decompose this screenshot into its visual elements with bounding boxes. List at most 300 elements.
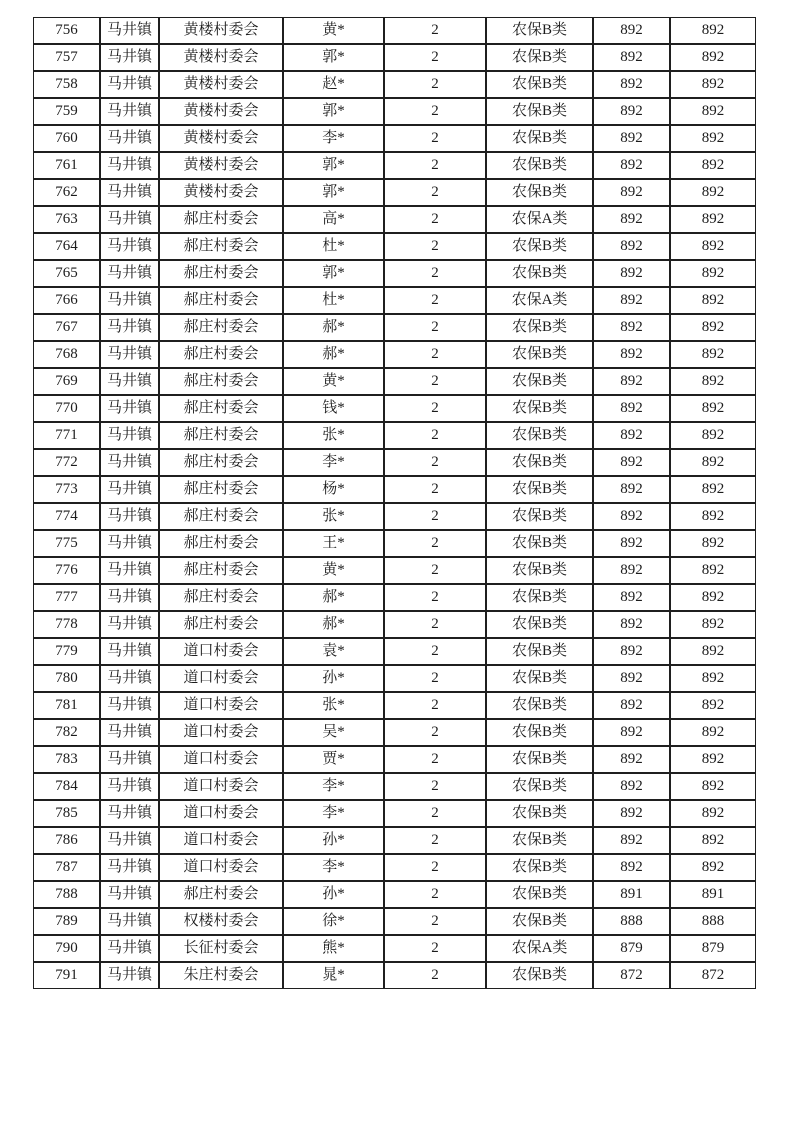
name-cell: 郝* bbox=[283, 314, 384, 341]
amount2-cell: 892 bbox=[670, 773, 756, 800]
name-cell: 孙* bbox=[283, 827, 384, 854]
amount1-cell: 892 bbox=[593, 692, 670, 719]
serial-cell: 769 bbox=[33, 368, 100, 395]
amount1-cell: 892 bbox=[593, 98, 670, 125]
village-cell: 长征村委会 bbox=[159, 935, 283, 962]
town-cell: 马井镇 bbox=[100, 476, 159, 503]
table-row bbox=[33, 827, 756, 854]
village-cell: 郝庄村委会 bbox=[159, 503, 283, 530]
town-cell: 马井镇 bbox=[100, 908, 159, 935]
name-cell: 郭* bbox=[283, 260, 384, 287]
amount1-cell: 892 bbox=[593, 179, 670, 206]
count-cell: 2 bbox=[384, 584, 486, 611]
table-row bbox=[33, 746, 756, 773]
amount1-cell: 892 bbox=[593, 17, 670, 44]
amount2-cell: 892 bbox=[670, 314, 756, 341]
table-row bbox=[33, 98, 756, 125]
category-cell: 农保B类 bbox=[486, 449, 593, 476]
count-cell: 2 bbox=[384, 233, 486, 260]
category-cell: 农保B类 bbox=[486, 314, 593, 341]
name-cell: 郝* bbox=[283, 584, 384, 611]
count-cell: 2 bbox=[384, 125, 486, 152]
serial-cell: 782 bbox=[33, 719, 100, 746]
category-cell: 农保B类 bbox=[486, 233, 593, 260]
serial-cell: 791 bbox=[33, 962, 100, 989]
name-cell: 郭* bbox=[283, 44, 384, 71]
category-cell: 农保B类 bbox=[486, 827, 593, 854]
amount1-cell: 892 bbox=[593, 584, 670, 611]
town-cell: 马井镇 bbox=[100, 665, 159, 692]
category-cell: 农保B类 bbox=[486, 692, 593, 719]
table-row bbox=[33, 800, 756, 827]
serial-cell: 767 bbox=[33, 314, 100, 341]
name-cell: 晁* bbox=[283, 962, 384, 989]
count-cell: 2 bbox=[384, 476, 486, 503]
town-cell: 马井镇 bbox=[100, 71, 159, 98]
village-cell: 黄楼村委会 bbox=[159, 17, 283, 44]
table-row bbox=[33, 665, 756, 692]
category-cell: 农保B类 bbox=[486, 368, 593, 395]
amount1-cell: 892 bbox=[593, 125, 670, 152]
count-cell: 2 bbox=[384, 557, 486, 584]
name-cell: 孙* bbox=[283, 881, 384, 908]
serial-cell: 756 bbox=[33, 17, 100, 44]
count-cell: 2 bbox=[384, 17, 486, 44]
amount2-cell: 892 bbox=[670, 125, 756, 152]
category-cell: 农保A类 bbox=[486, 935, 593, 962]
name-cell: 张* bbox=[283, 503, 384, 530]
serial-cell: 773 bbox=[33, 476, 100, 503]
count-cell: 2 bbox=[384, 746, 486, 773]
village-cell: 郝庄村委会 bbox=[159, 314, 283, 341]
category-cell: 农保B类 bbox=[486, 503, 593, 530]
category-cell: 农保B类 bbox=[486, 584, 593, 611]
category-cell: 农保B类 bbox=[486, 800, 593, 827]
table-row bbox=[33, 719, 756, 746]
name-cell: 黄* bbox=[283, 557, 384, 584]
town-cell: 马井镇 bbox=[100, 341, 159, 368]
village-cell: 郝庄村委会 bbox=[159, 341, 283, 368]
count-cell: 2 bbox=[384, 260, 486, 287]
town-cell: 马井镇 bbox=[100, 881, 159, 908]
category-cell: 农保B类 bbox=[486, 611, 593, 638]
serial-cell: 758 bbox=[33, 71, 100, 98]
name-cell: 王* bbox=[283, 530, 384, 557]
town-cell: 马井镇 bbox=[100, 206, 159, 233]
amount2-cell: 892 bbox=[670, 44, 756, 71]
town-cell: 马井镇 bbox=[100, 368, 159, 395]
count-cell: 2 bbox=[384, 503, 486, 530]
village-cell: 郝庄村委会 bbox=[159, 881, 283, 908]
amount1-cell: 892 bbox=[593, 260, 670, 287]
category-cell: 农保B类 bbox=[486, 71, 593, 98]
table-row bbox=[33, 908, 756, 935]
category-cell: 农保B类 bbox=[486, 152, 593, 179]
name-cell: 吴* bbox=[283, 719, 384, 746]
amount2-cell: 892 bbox=[670, 179, 756, 206]
town-cell: 马井镇 bbox=[100, 98, 159, 125]
serial-cell: 790 bbox=[33, 935, 100, 962]
amount1-cell: 892 bbox=[593, 341, 670, 368]
serial-cell: 761 bbox=[33, 152, 100, 179]
category-cell: 农保B类 bbox=[486, 773, 593, 800]
village-cell: 朱庄村委会 bbox=[159, 962, 283, 989]
table-row bbox=[33, 125, 756, 152]
category-cell: 农保B类 bbox=[486, 125, 593, 152]
table-row bbox=[33, 692, 756, 719]
village-cell: 郝庄村委会 bbox=[159, 530, 283, 557]
amount1-cell: 892 bbox=[593, 395, 670, 422]
amount2-cell: 892 bbox=[670, 17, 756, 44]
serial-cell: 770 bbox=[33, 395, 100, 422]
amount1-cell: 879 bbox=[593, 935, 670, 962]
name-cell: 张* bbox=[283, 692, 384, 719]
amount2-cell: 892 bbox=[670, 638, 756, 665]
count-cell: 2 bbox=[384, 98, 486, 125]
amount2-cell: 892 bbox=[670, 368, 756, 395]
category-cell: 农保B类 bbox=[486, 422, 593, 449]
amount1-cell: 892 bbox=[593, 152, 670, 179]
serial-cell: 771 bbox=[33, 422, 100, 449]
count-cell: 2 bbox=[384, 962, 486, 989]
category-cell: 农保B类 bbox=[486, 98, 593, 125]
town-cell: 马井镇 bbox=[100, 557, 159, 584]
count-cell: 2 bbox=[384, 881, 486, 908]
table-row bbox=[33, 287, 756, 314]
village-cell: 郝庄村委会 bbox=[159, 422, 283, 449]
count-cell: 2 bbox=[384, 368, 486, 395]
amount2-cell: 892 bbox=[670, 584, 756, 611]
amount1-cell: 892 bbox=[593, 476, 670, 503]
category-cell: 农保B类 bbox=[486, 665, 593, 692]
amount2-cell: 879 bbox=[670, 935, 756, 962]
amount2-cell: 892 bbox=[670, 800, 756, 827]
table-row bbox=[33, 881, 756, 908]
amount1-cell: 892 bbox=[593, 638, 670, 665]
category-cell: 农保B类 bbox=[486, 395, 593, 422]
village-cell: 郝庄村委会 bbox=[159, 557, 283, 584]
count-cell: 2 bbox=[384, 71, 486, 98]
category-cell: 农保B类 bbox=[486, 17, 593, 44]
village-cell: 道口村委会 bbox=[159, 719, 283, 746]
count-cell: 2 bbox=[384, 908, 486, 935]
town-cell: 马井镇 bbox=[100, 692, 159, 719]
amount2-cell: 892 bbox=[670, 530, 756, 557]
amount2-cell: 892 bbox=[670, 854, 756, 881]
category-cell: 农保B类 bbox=[486, 719, 593, 746]
amount1-cell: 892 bbox=[593, 71, 670, 98]
amount1-cell: 888 bbox=[593, 908, 670, 935]
amount2-cell: 892 bbox=[670, 233, 756, 260]
amount2-cell: 892 bbox=[670, 692, 756, 719]
serial-cell: 757 bbox=[33, 44, 100, 71]
amount2-cell: 892 bbox=[670, 449, 756, 476]
village-cell: 权楼村委会 bbox=[159, 908, 283, 935]
count-cell: 2 bbox=[384, 611, 486, 638]
name-cell: 李* bbox=[283, 773, 384, 800]
count-cell: 2 bbox=[384, 692, 486, 719]
village-cell: 郝庄村委会 bbox=[159, 260, 283, 287]
amount2-cell: 892 bbox=[670, 395, 756, 422]
amount2-cell: 892 bbox=[670, 422, 756, 449]
amount2-cell: 892 bbox=[670, 206, 756, 233]
count-cell: 2 bbox=[384, 638, 486, 665]
table-row bbox=[33, 71, 756, 98]
town-cell: 马井镇 bbox=[100, 44, 159, 71]
category-cell: 农保B类 bbox=[486, 746, 593, 773]
name-cell: 赵* bbox=[283, 71, 384, 98]
benefit-table bbox=[33, 17, 756, 989]
count-cell: 2 bbox=[384, 935, 486, 962]
count-cell: 2 bbox=[384, 800, 486, 827]
category-cell: 农保A类 bbox=[486, 287, 593, 314]
amount1-cell: 892 bbox=[593, 557, 670, 584]
town-cell: 马井镇 bbox=[100, 827, 159, 854]
amount1-cell: 892 bbox=[593, 368, 670, 395]
count-cell: 2 bbox=[384, 287, 486, 314]
town-cell: 马井镇 bbox=[100, 854, 159, 881]
town-cell: 马井镇 bbox=[100, 530, 159, 557]
serial-cell: 774 bbox=[33, 503, 100, 530]
serial-cell: 787 bbox=[33, 854, 100, 881]
town-cell: 马井镇 bbox=[100, 584, 159, 611]
table-row bbox=[33, 206, 756, 233]
name-cell: 郝* bbox=[283, 611, 384, 638]
town-cell: 马井镇 bbox=[100, 17, 159, 44]
table-row bbox=[33, 584, 756, 611]
amount1-cell: 892 bbox=[593, 287, 670, 314]
amount1-cell: 892 bbox=[593, 719, 670, 746]
amount1-cell: 892 bbox=[593, 530, 670, 557]
table-body bbox=[33, 17, 756, 989]
table-row bbox=[33, 152, 756, 179]
amount1-cell: 892 bbox=[593, 854, 670, 881]
amount2-cell: 892 bbox=[670, 719, 756, 746]
table-row bbox=[33, 773, 756, 800]
table-row bbox=[33, 395, 756, 422]
amount2-cell: 892 bbox=[670, 611, 756, 638]
village-cell: 道口村委会 bbox=[159, 692, 283, 719]
village-cell: 道口村委会 bbox=[159, 854, 283, 881]
village-cell: 郝庄村委会 bbox=[159, 395, 283, 422]
serial-cell: 768 bbox=[33, 341, 100, 368]
amount1-cell: 892 bbox=[593, 665, 670, 692]
serial-cell: 772 bbox=[33, 449, 100, 476]
town-cell: 马井镇 bbox=[100, 287, 159, 314]
amount2-cell: 892 bbox=[670, 476, 756, 503]
amount2-cell: 888 bbox=[670, 908, 756, 935]
town-cell: 马井镇 bbox=[100, 233, 159, 260]
amount2-cell: 891 bbox=[670, 881, 756, 908]
table-row bbox=[33, 962, 756, 989]
name-cell: 杜* bbox=[283, 287, 384, 314]
count-cell: 2 bbox=[384, 179, 486, 206]
amount2-cell: 892 bbox=[670, 665, 756, 692]
amount2-cell: 892 bbox=[670, 98, 756, 125]
amount1-cell: 892 bbox=[593, 800, 670, 827]
name-cell: 杜* bbox=[283, 233, 384, 260]
name-cell: 袁* bbox=[283, 638, 384, 665]
village-cell: 郝庄村委会 bbox=[159, 206, 283, 233]
serial-cell: 789 bbox=[33, 908, 100, 935]
town-cell: 马井镇 bbox=[100, 719, 159, 746]
name-cell: 黄* bbox=[283, 17, 384, 44]
town-cell: 马井镇 bbox=[100, 503, 159, 530]
category-cell: 农保A类 bbox=[486, 206, 593, 233]
amount2-cell: 872 bbox=[670, 962, 756, 989]
table-row bbox=[33, 935, 756, 962]
name-cell: 李* bbox=[283, 800, 384, 827]
amount1-cell: 892 bbox=[593, 827, 670, 854]
village-cell: 道口村委会 bbox=[159, 638, 283, 665]
amount1-cell: 892 bbox=[593, 449, 670, 476]
count-cell: 2 bbox=[384, 665, 486, 692]
amount2-cell: 892 bbox=[670, 557, 756, 584]
serial-cell: 780 bbox=[33, 665, 100, 692]
category-cell: 农保B类 bbox=[486, 179, 593, 206]
town-cell: 马井镇 bbox=[100, 962, 159, 989]
table-row bbox=[33, 44, 756, 71]
amount1-cell: 872 bbox=[593, 962, 670, 989]
name-cell: 李* bbox=[283, 125, 384, 152]
amount2-cell: 892 bbox=[670, 287, 756, 314]
amount1-cell: 892 bbox=[593, 503, 670, 530]
name-cell: 李* bbox=[283, 449, 384, 476]
town-cell: 马井镇 bbox=[100, 179, 159, 206]
village-cell: 郝庄村委会 bbox=[159, 368, 283, 395]
table-row bbox=[33, 530, 756, 557]
serial-cell: 778 bbox=[33, 611, 100, 638]
category-cell: 农保B类 bbox=[486, 854, 593, 881]
town-cell: 马井镇 bbox=[100, 260, 159, 287]
category-cell: 农保B类 bbox=[486, 476, 593, 503]
village-cell: 道口村委会 bbox=[159, 665, 283, 692]
table-row bbox=[33, 422, 756, 449]
category-cell: 农保B类 bbox=[486, 530, 593, 557]
serial-cell: 788 bbox=[33, 881, 100, 908]
village-cell: 郝庄村委会 bbox=[159, 233, 283, 260]
serial-cell: 762 bbox=[33, 179, 100, 206]
village-cell: 郝庄村委会 bbox=[159, 449, 283, 476]
town-cell: 马井镇 bbox=[100, 638, 159, 665]
amount2-cell: 892 bbox=[670, 260, 756, 287]
village-cell: 郝庄村委会 bbox=[159, 287, 283, 314]
town-cell: 马井镇 bbox=[100, 611, 159, 638]
amount1-cell: 892 bbox=[593, 44, 670, 71]
amount1-cell: 892 bbox=[593, 746, 670, 773]
table-row bbox=[33, 503, 756, 530]
table-row bbox=[33, 476, 756, 503]
category-cell: 农保B类 bbox=[486, 908, 593, 935]
village-cell: 黄楼村委会 bbox=[159, 125, 283, 152]
town-cell: 马井镇 bbox=[100, 800, 159, 827]
village-cell: 郝庄村委会 bbox=[159, 476, 283, 503]
table-row bbox=[33, 449, 756, 476]
name-cell: 钱* bbox=[283, 395, 384, 422]
table-row bbox=[33, 638, 756, 665]
name-cell: 贾* bbox=[283, 746, 384, 773]
village-cell: 黄楼村委会 bbox=[159, 44, 283, 71]
count-cell: 2 bbox=[384, 44, 486, 71]
village-cell: 道口村委会 bbox=[159, 800, 283, 827]
serial-cell: 786 bbox=[33, 827, 100, 854]
amount1-cell: 891 bbox=[593, 881, 670, 908]
count-cell: 2 bbox=[384, 719, 486, 746]
amount2-cell: 892 bbox=[670, 503, 756, 530]
serial-cell: 766 bbox=[33, 287, 100, 314]
name-cell: 高* bbox=[283, 206, 384, 233]
count-cell: 2 bbox=[384, 827, 486, 854]
amount1-cell: 892 bbox=[593, 206, 670, 233]
town-cell: 马井镇 bbox=[100, 422, 159, 449]
serial-cell: 781 bbox=[33, 692, 100, 719]
table-row bbox=[33, 179, 756, 206]
table-row bbox=[33, 611, 756, 638]
table-row bbox=[33, 854, 756, 881]
table-row bbox=[33, 260, 756, 287]
village-cell: 郝庄村委会 bbox=[159, 611, 283, 638]
amount2-cell: 892 bbox=[670, 341, 756, 368]
table-row bbox=[33, 368, 756, 395]
count-cell: 2 bbox=[384, 773, 486, 800]
count-cell: 2 bbox=[384, 152, 486, 179]
village-cell: 黄楼村委会 bbox=[159, 98, 283, 125]
town-cell: 马井镇 bbox=[100, 152, 159, 179]
amount2-cell: 892 bbox=[670, 746, 756, 773]
name-cell: 郝* bbox=[283, 341, 384, 368]
category-cell: 农保B类 bbox=[486, 44, 593, 71]
table-row bbox=[33, 341, 756, 368]
table-row bbox=[33, 314, 756, 341]
name-cell: 张* bbox=[283, 422, 384, 449]
town-cell: 马井镇 bbox=[100, 125, 159, 152]
name-cell: 熊* bbox=[283, 935, 384, 962]
village-cell: 道口村委会 bbox=[159, 827, 283, 854]
town-cell: 马井镇 bbox=[100, 935, 159, 962]
amount1-cell: 892 bbox=[593, 611, 670, 638]
name-cell: 郭* bbox=[283, 152, 384, 179]
table-row bbox=[33, 557, 756, 584]
category-cell: 农保B类 bbox=[486, 962, 593, 989]
serial-cell: 776 bbox=[33, 557, 100, 584]
serial-cell: 779 bbox=[33, 638, 100, 665]
town-cell: 马井镇 bbox=[100, 314, 159, 341]
category-cell: 农保B类 bbox=[486, 638, 593, 665]
serial-cell: 759 bbox=[33, 98, 100, 125]
name-cell: 徐* bbox=[283, 908, 384, 935]
table-row bbox=[33, 233, 756, 260]
amount2-cell: 892 bbox=[670, 152, 756, 179]
village-cell: 黄楼村委会 bbox=[159, 71, 283, 98]
town-cell: 马井镇 bbox=[100, 395, 159, 422]
category-cell: 农保B类 bbox=[486, 260, 593, 287]
serial-cell: 784 bbox=[33, 773, 100, 800]
village-cell: 郝庄村委会 bbox=[159, 584, 283, 611]
serial-cell: 760 bbox=[33, 125, 100, 152]
town-cell: 马井镇 bbox=[100, 773, 159, 800]
village-cell: 道口村委会 bbox=[159, 746, 283, 773]
category-cell: 农保B类 bbox=[486, 557, 593, 584]
amount1-cell: 892 bbox=[593, 422, 670, 449]
name-cell: 孙* bbox=[283, 665, 384, 692]
name-cell: 郭* bbox=[283, 179, 384, 206]
serial-cell: 764 bbox=[33, 233, 100, 260]
count-cell: 2 bbox=[384, 530, 486, 557]
serial-cell: 783 bbox=[33, 746, 100, 773]
amount1-cell: 892 bbox=[593, 233, 670, 260]
count-cell: 2 bbox=[384, 341, 486, 368]
village-cell: 黄楼村委会 bbox=[159, 152, 283, 179]
